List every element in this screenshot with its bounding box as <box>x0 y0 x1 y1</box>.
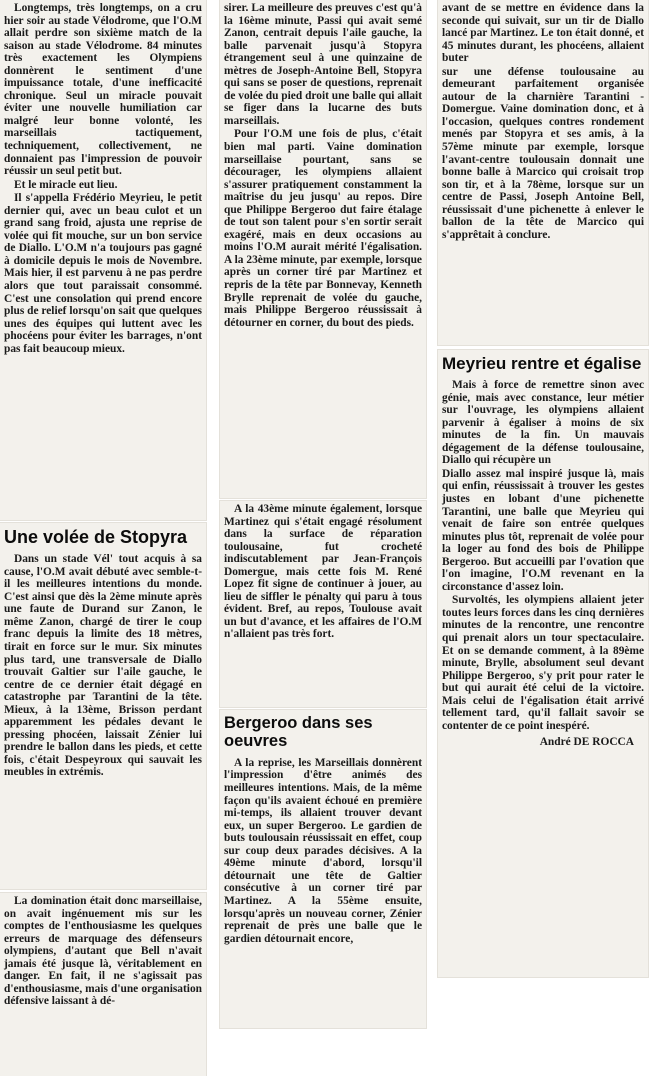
paragraph: A la 43ème minute également, lorsque Martinez qui s'était engagé résolument dans la surface de réparation toulousaine, fut crocheté indiscutablement par Jean-François Domergue, mais cette fois M. René Lopez fit signe de continuer à jouer, au lieu de siffler le pénalty qui paru à tous évident. Bref, au repos, Toulouse avait un but d'avance, et les affaires de l'O.M n'allaient pas très fort. <box>224 503 422 641</box>
column-2-block-1 <box>220 0 426 498</box>
paragraph: Et le miracle eut lieu. <box>14 178 118 191</box>
author-signature: André DE ROCCA <box>539 736 634 749</box>
column-1-block-2 <box>0 523 206 889</box>
column-3-block-2 <box>438 350 648 977</box>
paragraph: Survoltés, les olympiens allaient jeter toutes leurs forces dans les cinq dernières minutes de la rencontre, une rencontre qui prenait alors un tour spectaculaire. Et on se demande comment, à la 89ème minute, Brylle, absolument seul devant Philippe Bergeroo, s'y prit pour rater le but qui aurait été celui de la victoire. Mais celui de l'égalisation était arrivé tellement tard, qu'il fallait savoir se contenter de ce point inespéré. <box>442 594 644 732</box>
column-3-block-1 <box>438 0 648 345</box>
paragraph: avant de se mettre en évidence dans la seconde qui suivait, sur un tir de Diallo lancé par Martinez. Le ton était donné, et 45 minutes durant, les phocéens, allaient buter <box>442 2 644 65</box>
section-heading-meyrieu: Meyrieu rentre et égalise <box>442 354 642 373</box>
column-2-block-2 <box>220 501 426 707</box>
paragraph: Dans un stade Vél' tout acquis à sa cause, l'O.M avait débuté avec semble-t-il les meilleures intentions du monde. C'est ainsi que dès la 2ème minute après une faute de Durand sur Zanon, le même Zanon, chargé de tirer le coup franc depuis la limite des 18 mètres, tirait en force sur le mur. Six minutes plus tard, une transversale de Diallo trouvait Galtier sur l'aile gauche, le centre de ce dernier était dégagé en catastrophe par Tarantini de la tête. Mieux, à la 13ème, Brisson perdant apparemment les pédales devant le pressing phocéen, laissait Zénier lui prendre le ballon dans les pieds, et cette fois, c'était Despeyroux qui sauvait les meubles in extrémis. <box>4 553 202 779</box>
column-1-block-3 <box>0 893 206 1076</box>
column-2-block-3 <box>220 710 426 1028</box>
paragraph: Il s'appella Frédério Meyrieu, le petit dernier qui, avec un beau culot et un grand sang froid, ajusta une reprise de volée qui fit mouche, sur un bon service de Diallo. L'O.M n'a toujours pas gagné à domicile depuis le mois de Novembre. Mais hier, il est parvenu à ne pas perdre alors que tout paraissait consommé. C'est une consolation qui prend encore plus de relief lorsqu'on sait que quelques unes des équipes qui luttent avec les phocéens pour éviter les barrages, n'ont pas fait beaucoup mieux. <box>4 192 202 355</box>
paragraph: sirer. La meilleure des preuves c'est qu'à la 16ème minute, Passi qui avait semé Zanon, centrait depuis l'aile gauche, la balle parvenait jusqu'à Stopyra étrangement seul à une quinzaine de mètres de Joseph-Antoine Bell, Stopyra qui sans se poser de questions, reprenait de volée du pied droit une balle qui allait se figer dans la lucarne des buts marseillais. <box>224 2 422 127</box>
section-heading-une-volee: Une volée de Stopyra <box>4 527 188 547</box>
paragraph: A la reprise, les Marseillais donnèrent l'impression d'être animés des meilleures intentions. Mais, de la même façon qu'ils avaient échoué en première mi-temps, ils allaient trouver devant eux, un super Bergeroo. Le gardien de buts toulousain réussissait en effet, coup sur coup deux parades décisives. A la 49ème minute d'abord, lorsqu'il détournait une tête de Galtier consécutive à un corner tiré par Martinez. A la 55ème ensuite, lorsqu'après un nouveau corner, Zénier reprenait de près une balle que le gardien détournait encore, <box>224 756 422 945</box>
paragraph: sur une défense toulousaine au demeurant parfaitement organisée autour de la charnière Tarantini - Domergue. Vaine domination donc, et à l'occasion, quelques contres rondement menés par Stopyra et ses amis, à la 57ème minute par exemple, lorsque l'avant-centre toulousain donnait une bonne balle à Marcico qui croisait trop son tir, et à la 78ème, lorsque sur un centre de Passi, Joseph Antoine Bell, réussissait d'une pichenette à enlever le ballon de la tête de Marcico qui s'apprêtait à conclure. <box>442 65 644 241</box>
paragraph: Diallo assez mal inspiré jusque là, mais qui enfin, réussissait à trouver les gestes justes en lobant d'une pichenette Tarantini, une balle que Meyrieu qui venait de faire son entrée quelques minutes plus tôt, reprenait de volée pour la loger au fond des bois de Philippe Bergeroo. But accueilli par l'ovation que l'on imagine, l'O.M revenant en la circonstance d'assez loin. <box>442 467 644 593</box>
paragraph: Mais à force de remettre sinon avec génie, mais avec constance, leur métier sur l'ouvrage, les olympiens allaient parvenir à égaliser à moins de six minutes de la fin. Un mauvais dégagement de la défense toulousaine, Diallo qui récupère un <box>442 379 644 467</box>
paragraph: La domination était donc marseillaise, on avait ingénuement mis sur les comptes de l'enthousiasme les quelques erreurs de marquage des défenseurs olympiens, d'autant que Bell n'avait jamais été jusque là, véritablement en danger. En fait, il ne s'agissait pas d'enthousiasme, mais d'une organisation défensive laissant à dé- <box>4 895 202 1008</box>
section-heading-bergeroo: Bergeroo dans ses oeuvres <box>224 714 373 751</box>
paragraph: Longtemps, très longtemps, on a cru hier soir au stade Vélodrome, que l'O.M allait perdre son sixième match de la saison au stade Vélodrome. 84 minutes très exactement les Olympiens donnèrent le sentiment d'une impuissance totale, d'une inefficacité chronique. Seul un miracle pouvait éviter une nouvelle humiliation car malgré leur bonne volonté, les marseillais tactiquement, techniquement, collectivement, ne donnaient pas l'impression de pouvoir réussir un seul petit but. <box>4 2 202 178</box>
column-1-block-1 <box>0 0 206 520</box>
paragraph: Pour l'O.M une fois de plus, c'était bien mal parti. Vaine domination marseillaise pourtant, sans se décourager, les olympiens allaient s'assurer pratiquement constamment la maîtrise du jeu jusqu' au repos. Dire que Philippe Bergeroo dut faire étalage de tout son talent pour s'en sortir serait exagéré, mais en deux occasions au moins l'O.M aurait mérité l'égalisation. A la 23ème minute, par exemple, lorsque après un corner tiré par Martinez et repris de la tête par Bonnevay, Kenneth Brylle reprenait de volée du gauche, mais Philippe Bergeroo réussissait à détourner en corner, du bout des pieds. <box>224 128 422 329</box>
